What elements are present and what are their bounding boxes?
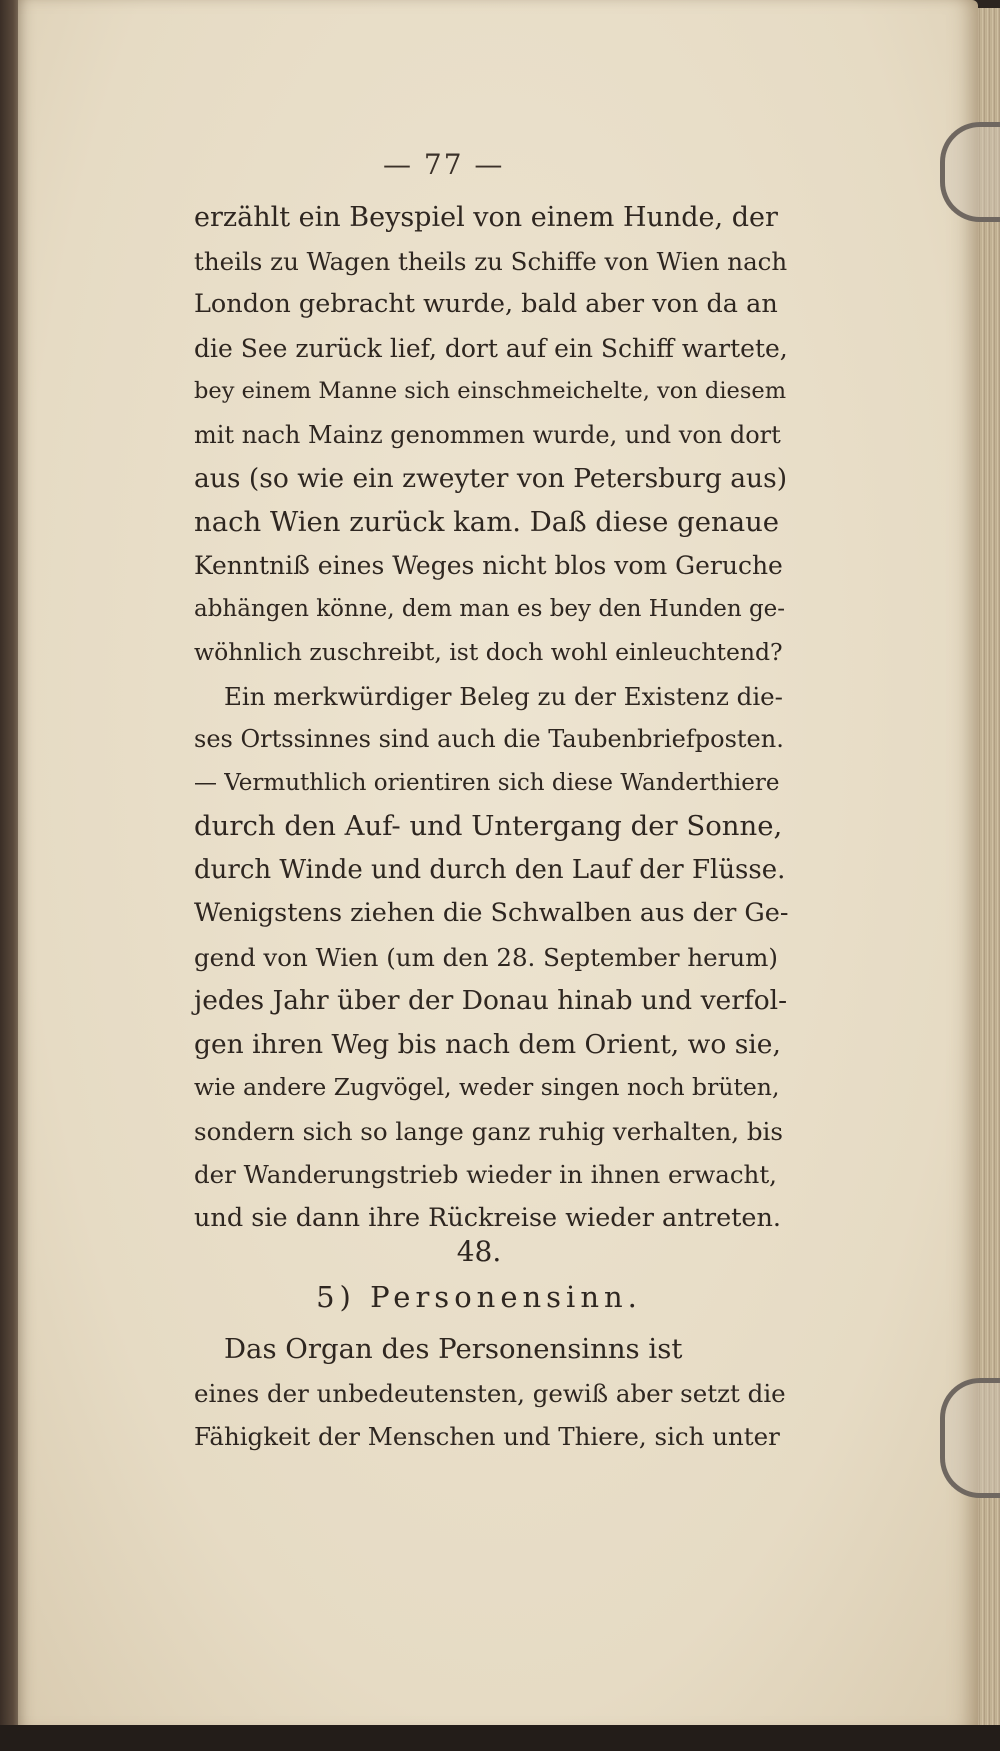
text-line: jedes Jahr über der Donau hinab und verfol- [194,985,788,1016]
page-number: — 77 — [383,148,505,181]
text-line: Wenigstens ziehen die Schwalben aus der Ge- [194,898,789,928]
text-line: aus (so wie ein zweyter von Petersburg aus) [194,463,788,494]
text-line: wie andere Zugvögel, weder singen noch brüten, [194,1073,780,1101]
paragraph-first-line: Das Organ des Personensinns ist [224,1333,683,1365]
text-line: gend von Wien (um den 28. September herum) [194,942,778,972]
section-number: 48. [456,1235,502,1268]
body-text-block-2 [194,1328,788,1459]
scan-bottom-shadow [0,1725,1000,1751]
text-line: nach Wien zurück kam. Daß diese genaue [194,505,780,538]
text-line: abhängen könne, dem man es bey den Hunden ge- [194,595,786,622]
text-line: London gebracht wurde, bald aber von da an [194,289,778,319]
text-line: der Wanderungstrieb wieder in ihnen erwacht, [194,1160,777,1189]
text-line: eines der unbedeutensten, gewiß aber setzt die [194,1378,786,1408]
text-line: — Vermuthlich orientiren sich diese Wanderthiere [194,769,780,796]
page-tab-upper [940,122,1000,222]
text-line: durch den Auf- und Untergang der Sonne, [194,810,783,842]
text-line: sondern sich so lange ganz ruhig verhalten, bis [194,1116,783,1146]
text-line: erzählt ein Beyspiel von einem Hunde, der [194,202,778,233]
paragraph-first-line: Ein merkwürdiger Beleg zu der Existenz die- [224,681,783,711]
text-line: wöhnlich zuschreibt, ist doch wohl einleuchtend? [194,638,783,666]
text-line: durch Winde und durch den Lauf der Flüsse. [194,854,786,885]
text-line: ses Ortssinnes sind auch die Taubenbriefposten. [194,725,784,753]
text-line: die See zurück lief, dort auf ein Schiff wartete, [194,333,788,363]
text-line: gen ihren Weg bis nach dem Orient, wo sie, [194,1028,781,1060]
body-text-block [194,196,788,1240]
text-line: theils zu Wagen theils zu Schiffe von Wien nach [194,246,788,276]
text-line: und sie dann ihre Rückreise wieder antreten. [194,1202,782,1233]
page-tab-lower [940,1378,1000,1498]
text-line: Kenntniß eines Weges nicht blos vom Geruche [194,551,783,580]
section-title: 5) Personensinn. [316,1280,642,1314]
text-line: Fähigkeit der Menschen und Thiere, sich unter [194,1422,780,1451]
text-line: bey einem Manne sich einschmeichelte, von diesem [194,378,787,404]
text-line: mit nach Mainz genommen wurde, und von dort [194,420,781,449]
